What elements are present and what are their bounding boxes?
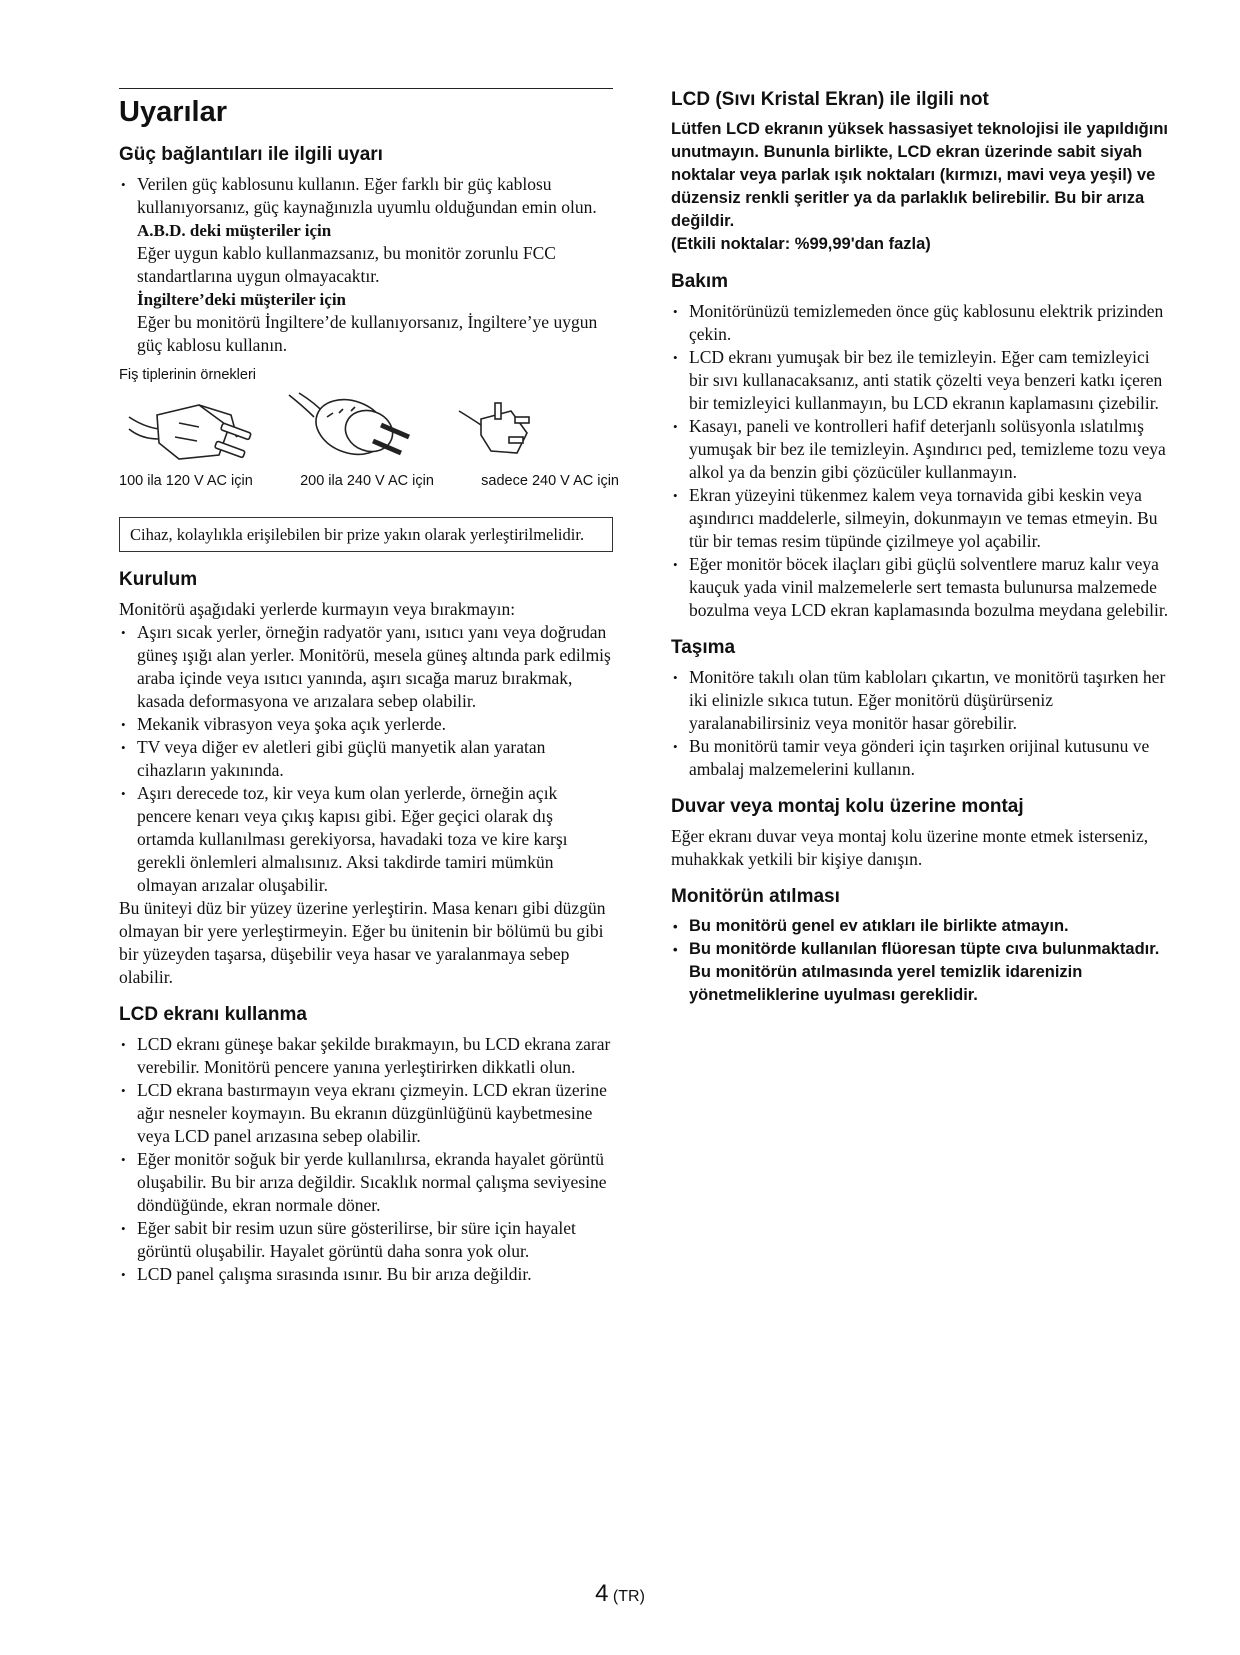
right-column [671, 88, 1171, 1007]
usa-text: Eğer uygun kablo kullanmazsanız, bu monitör zorunlu FCC standartlarına uygun olmayacaktır. [137, 243, 556, 286]
care-heading: Bakım [671, 271, 729, 292]
page-title: Uyarılar [119, 96, 228, 128]
install-bullet: • Mekanik vibrasyon veya şoka açık yerlerde. [119, 713, 613, 736]
power-bullet: • Verilen güç kablosunu kullanın. Eğer farklı bir güç kablosu kullanıyorsanız, güç kaynağınızla uyumlu olduğundan emin olun. [119, 173, 613, 219]
eu-plug-icon [289, 390, 409, 463]
install-heading: Kurulum [119, 569, 198, 590]
page-language: (TR) [612, 1588, 645, 1605]
care-bullet: • Eğer monitör böcek ilaçları gibi güçlü solventlere maruz kalır veya kauçuk yada vinil malzemelerle sert temasta bulunursa malzemede bozulma veya LCD ekran kaplamasında bozulma meydana gelebilir. [671, 553, 1171, 622]
lcd-use-heading: LCD ekranı kullanma [119, 1004, 307, 1025]
lcd-use-bullet: • LCD ekranı güneşe bakar şekilde bırakmayın, bu LCD ekrana zarar verebilir. Monitörü pencere yanına yerleştirirken dikkatli olun. [119, 1033, 613, 1079]
left-column [119, 88, 619, 1286]
placement-note-box: Cihaz, kolaylıkla erişilebilen bir prize yakın olarak yerleştirilmelidir. [119, 517, 613, 552]
uk-plug-icon [459, 403, 529, 453]
care-bullet: • Kasayı, paneli ve kontrolleri hafif deterjanlı solüsyonla ıslatılmış yumuşak bir bez ile temizleyin. Aşındırıcı ped, temizleme tozu veya alkol ya da benzin gibi çözücüler kullanmayın. [671, 415, 1171, 484]
lcd-note-heading: LCD (Sıvı Kristal Ekran) ile ilgili not [671, 89, 989, 110]
lcd-note-effective: (Etkili noktalar: %99,99'dan fazla) [671, 235, 931, 253]
power-heading: Güç bağlantıları ile ilgili uyarı [119, 144, 383, 165]
disposal-bullet: • Bu monitörde kullanılan flüoresan tüpte cıva bulunmaktadır. Bu monitörün atılmasında yerel temizlik idarenizin yönetmeliklerine uyulması gereklidir. [671, 938, 1171, 1007]
care-bullet: • LCD ekranı yumuşak bir bez ile temizleyin. Eğer cam temizleyici bir sıvı kullanacaksanız, anti statik çözelti veya benzeri katkı içeren bir temizleyici kullanmayın, bu LCD ekranın kaplamasını çizebilir. [671, 346, 1171, 415]
care-bullet: • Ekran yüzeyini tükenmez kalem veya tornavida gibi keskin veya aşındırıcı maddelerle, silmeyin, dokunmayın ve temas etmeyin. Bu tür bir temas resim tüpünde çizilmeye yol açabilir. [671, 484, 1171, 553]
transport-bullet: • Bu monitörü tamir veya gönderi için taşırken orijinal kutusunu ve ambalaj malzemelerini kullanın. [671, 735, 1171, 781]
disposal-bullet: • Bu monitörü genel ev atıkları ile birlikte atmayın. [671, 915, 1171, 938]
top-rule [119, 88, 613, 89]
plug-illustrations [119, 387, 613, 467]
uk-text: Eğer bu monitörü İngiltere’de kullanıyorsanız, İngiltere’ye uygun güç kablosu kullanın. [137, 312, 598, 355]
wall-text: Eğer ekranı duvar veya montaj kolu üzerine monte etmek isterseniz, muhakkak yetkili bir kişiye danışın. [671, 826, 1149, 869]
us-plug-icon [129, 405, 251, 459]
care-bullet: • Monitörünüzü temizlemeden önce güç kablosunu elektrik prizinden çekin. [671, 300, 1171, 346]
install-outro: Bu üniteyi düz bir yüzey üzerine yerleştirin. Masa kenarı gibi düzgün olmayan bir yere yerleştirmeyin. Eğer bu ünitenin bir bölümü bu gibi bir yüzeyden taşarsa, düşebilir veya hasar ve yaralanmaya sebep olabilir. [119, 898, 606, 987]
transport-bullet: • Monitöre takılı olan tüm kabloları çıkartın, ve monitörü taşırken her iki elinizle sıkıca tutun. Eğer monitörü düşürürseniz yaralanabilirsiniz veya monitör hasar görebilir. [671, 666, 1171, 735]
wall-heading: Duvar veya montaj kolu üzerine montaj [671, 796, 1024, 817]
lcd-use-bullet: • LCD panel çalışma sırasında ısınır. Bu bir arıza değildir. [119, 1263, 613, 1286]
install-intro: Monitörü aşağıdaki yerlerde kurmayın veya bırakmayın: [119, 599, 516, 619]
plug-caption: Fiş tiplerinin örnekleri [119, 367, 256, 383]
plug-types-icon [119, 387, 619, 467]
page-number-value: 4 [595, 1580, 609, 1607]
install-bullet: • Aşırı sıcak yerler, örneğin radyatör yanı, ısıtıcı yanı veya doğrudan güneş ışığı alan yerler. Monitörü, mesela güneş altında park edilmiş araba içinde veya ısıtıcı yanında, aşırı sıcağa maruz bırakmak, kasada deformasyona ve arızalara sebep olabilir. [119, 621, 613, 713]
usa-subheading: A.B.D. deki müşteriler için [137, 221, 332, 240]
plug-labels [119, 473, 619, 489]
install-bullet: • Aşırı derecede toz, kir veya kum olan yerlerde, örneğin açık pencere kenarı veya çıkış kapısı gibi. Eğer geçici olarak dış ortamda kullanılması gerekiyorsa, havadaki toza ve kire karşı gerekli önlemleri almalısınız. Aksi takdirde tamiri mümkün olmayan arızalar oluşabilir. [119, 782, 613, 897]
lcd-note-text: Lütfen LCD ekranın yüksek hassasiyet teknolojisi ile yapıldığını unutmayın. Bununla birlikte, LCD ekran üzerinde sabit siyah noktalar veya parlak ışık noktaları (kırmızı, mavi veya yeşil) ve düzensiz renkli şeritler ya da parlaklık belirebilir. Bu bir arıza değildir. [671, 120, 1168, 230]
transport-heading: Taşıma [671, 637, 736, 658]
page-number [0, 1580, 1240, 1608]
lcd-use-bullet: • LCD ekrana bastırmayın veya ekranı çizmeyin. LCD ekran üzerine ağır nesneler koymayın. Bu ekranın düzgünlüğünü kaybetmesine veya LCD panel arızasına sebep olabilir. [119, 1079, 613, 1148]
plug-label-eu: 200 ila 240 V AC için [300, 473, 434, 489]
plug-label-uk: sadece 240 V AC için [481, 473, 619, 489]
uk-subheading: İngiltere’deki müşteriler için [137, 290, 347, 309]
lcd-use-bullet: • Eğer sabit bir resim uzun süre gösterilirse, bir süre için hayalet görüntü oluşabilir. Hayalet görüntü daha sonra yok olur. [119, 1217, 613, 1263]
install-bullet: • TV veya diğer ev aletleri gibi güçlü manyetik alan yaratan cihazların yakınında. [119, 736, 613, 782]
disposal-heading: Monitörün atılması [671, 886, 840, 907]
lcd-use-bullet: • Eğer monitör soğuk bir yerde kullanılırsa, ekranda hayalet görüntü oluşabilir. Bu bir arıza değildir. Sıcaklık normal çalışma seviyesine döndüğünde, ekran normale döner. [119, 1148, 613, 1217]
plug-label-us: 100 ila 120 V AC için [119, 473, 253, 489]
